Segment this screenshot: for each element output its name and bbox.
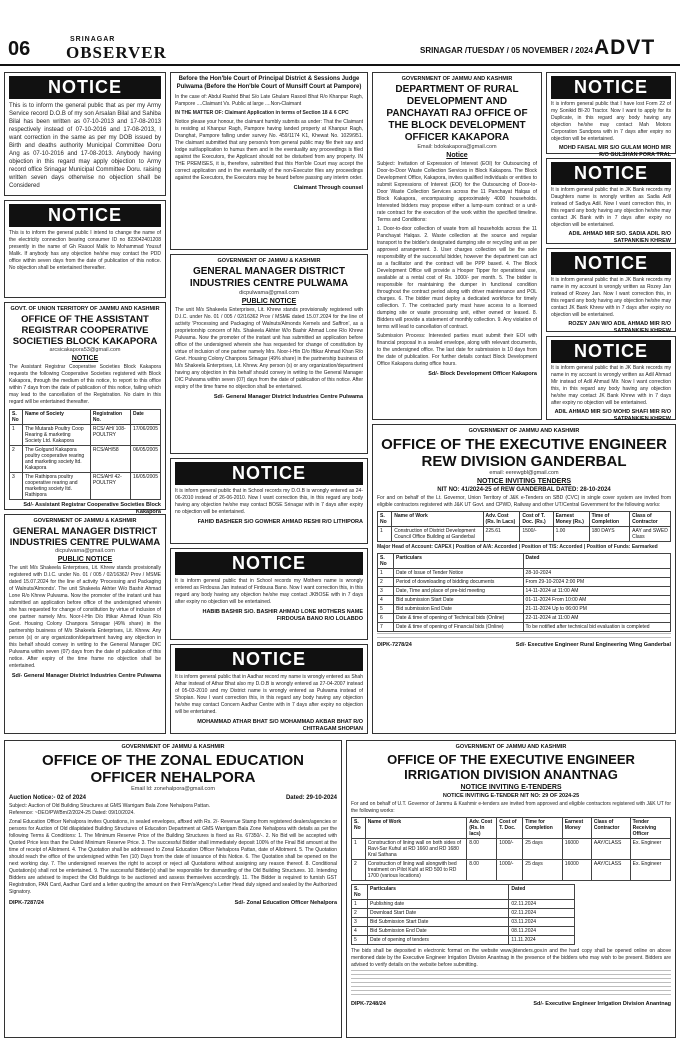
notice-text: This is to inform the general public that as per my Army Service record D.O.B of my son Arsalan Bilal and Sahiba Bilal has been written as 07-10-2013 and 17-08-2013 respectively instead of 07-10-2016 and 17-08-2013, I want correction in the same as per my DOB issued by Birth and deaths authority Municipal Committee Doru Ang as 07-10-2016 and 17-08-2013. Anybody having objection in this regard may apply objection to Army record office Srinagar Municipal Committee Doru. raising written seven days otherwise no objection shall be Considered xyxy=(9,103,161,189)
auction-reference: Reference: ~DEO/PW/Bm/2/2024-25 Dated: 09/10/2024. xyxy=(9,810,135,816)
office-email: dicpulwama@gmail.com xyxy=(239,290,299,296)
table-cell: Construction of District Development Council Office Building at Ganderbal xyxy=(392,527,483,542)
table-cell: 4 xyxy=(352,927,368,936)
col-header: Time for Completion xyxy=(523,818,563,839)
table-cell: 11.11.2024 xyxy=(509,936,575,945)
table-cell: RCS/ AH/ 108-POULTRY xyxy=(90,425,130,446)
signatory: ADIL AHMAD MIR S/O MOHD SHAFI MIR R/O SATPANKIEN KHREW xyxy=(554,409,671,422)
table-row xyxy=(10,425,161,446)
col-header: Tender Receiving Officer xyxy=(630,818,670,839)
col-header: Cost of T. Doc. (Rs.) xyxy=(520,512,553,527)
dates-table xyxy=(351,884,575,945)
table-cell: 1 xyxy=(378,569,394,578)
signatory: Sd/- Block Development Officer Kakapora xyxy=(428,371,537,377)
table-cell: 21-11-2024 Up to 06:00 PM xyxy=(523,605,670,614)
table-row xyxy=(10,473,161,500)
table-cell: 2 xyxy=(10,446,23,473)
table-cell: AAY/CLASS xyxy=(591,860,630,881)
table-cell: Bid submission Start Date xyxy=(394,596,524,605)
table-cell: RCS/AH/ 42-POULTRY xyxy=(90,473,130,500)
col-header: Particulars xyxy=(368,885,509,900)
table-cell: 2 xyxy=(352,909,368,918)
table-cell: 1.00 xyxy=(553,527,589,542)
col-header: S. No xyxy=(352,885,368,900)
court-name: Before the Hon'ble Court of Principal District & Sessions Judge Pulwama (Before the Hon'ble Court of Munsiff Court at Pampore) xyxy=(176,76,362,90)
signatory: Sd/- Assistant Registrar Cooperative Societies Block Kakapora xyxy=(23,502,161,515)
govt-header: GOVERNMENT OF JAMMU & KASHMIR xyxy=(121,744,225,750)
table-cell: Ex. Engineer xyxy=(630,860,670,881)
notice-text: The unit M/s Shakeela Enterprises, Lit. Khrew stands provisionally registered with D.I.C. under No. 01 / 005 / 02/16362 Prov / MSME dated 15.07.2024 for the line of activity 'Processing and Packaging of Walnuts/Almonds Kernels and Saffron', as a proprietorship concern of Ms. Shakeela Akhter W/o Bashir Ahmad Lone R/o Khrew Pulwama. Now the promoter of the instant unit has submitted an application before office of the undersigned wherein she has requested for change of constitution by virtue of inclusion of one partner namely Mrs. Noor-I-Hin D/o Iftikar Ahmad Khan R/o Govt. Housing Colony Chanpora Srinagar (49% share) in the partnership business of M/s Shakeela Enterprises, Lit. Khrew. Any person (s) or any organization/department having any objection in this behalf should convey in writing to the General Manager DIC Pulwama within seven (07) days from the date of publication of this notice. After expiry of the time frame no objection shall be entertained. xyxy=(175,307,363,390)
table-cell: Date & time of opening of Technical bids (Online) xyxy=(394,614,524,623)
table-cell: 1000/- xyxy=(497,839,523,860)
table-cell: AAY/CLASS xyxy=(591,839,630,860)
masthead-rule xyxy=(0,64,680,66)
col-header: Adv. Cost (Rs. In lacs) xyxy=(467,818,497,839)
notice-banner: NOTICE xyxy=(551,340,671,363)
notice-banner: NOTICE xyxy=(9,204,161,227)
notice-text: It is inform general public that in School records my D.O.B is wrongly entered as 24-06-2010 instead of 26-06-2010. Now I want correction this, in this regard any body having any objection he/she may contact BOSE Srinagar with in 7 days after expiry no objection will be entertained. xyxy=(175,488,363,515)
notice-text: This is to inform the general public I intend to change the name of the electricity connection bearing consumer ID no 823042401208 presently in the name of Gh Rasool Malik to Mohammad Yousuf Malik. If anybody has any objection he/she may contact the PDD office within seven days from the date of publication of this notice. No objection shall be entertained thereafter. xyxy=(9,230,161,271)
court-notice xyxy=(170,72,368,250)
office-title: GENERAL MANAGER DISTRICT INDUSTRIES CENTRE PULWAMA xyxy=(189,266,349,289)
ee-irrigation-anantnag-advert xyxy=(346,740,676,1038)
table-cell: Date of Issue of Tender Notice xyxy=(394,569,524,578)
table-cell: Bid Submission End Date xyxy=(368,927,509,936)
col-header: Adv. Cost (Rs. In Lacs) xyxy=(483,512,520,527)
signatory: Sd/- Zonal Education Officer Nehalpora xyxy=(234,900,337,906)
govt-header: GOVERNMENT OF JAMMU & KASHMIR xyxy=(217,258,321,264)
table-row xyxy=(378,587,671,596)
auction-number: Auction Notice:- 02 of 2024 xyxy=(9,795,87,801)
fine-print xyxy=(377,633,671,640)
notice-army-record xyxy=(4,72,166,196)
table-cell: 1 xyxy=(352,839,366,860)
table-row xyxy=(352,927,575,936)
fine-print xyxy=(351,970,671,998)
notice-banner: NOTICE xyxy=(175,552,363,575)
table-cell: 25 days xyxy=(523,839,563,860)
notice-text: The bids shall be deposited in electronic format on the website www.jktenders.gov.in and the hard copy shall be opened online on above mentioned date by the Executive Engineer Irrigation Division Anantnag in the presence of the bidders who may wish to be present. Bidders are advised to verify details on the website before submitting. xyxy=(351,948,671,968)
notice-electricity xyxy=(4,200,166,298)
notice-jkbank-adil xyxy=(546,336,676,420)
table-cell: To be notified after technical bid evaluation is completed xyxy=(523,623,670,632)
table-cell: The Mutarab Poultry Coop Rearing & marketing Society Ltd. Kakapora xyxy=(23,425,91,446)
col-header: S. No xyxy=(378,554,394,569)
notice-banner: NOTICE xyxy=(175,462,363,485)
table-cell: 3 xyxy=(378,587,394,596)
col-header: Name of Society xyxy=(23,410,91,425)
notice-jkbank-rozey xyxy=(546,248,676,332)
office-title: OFFICE OF THE EXECUTIVE ENGINEER REW DIVISION GANDERBAL xyxy=(381,436,667,470)
table-cell: 22-11-2024 at 11:00 AM xyxy=(523,614,670,623)
govt-header: GOVERNMENT OF JAMMU AND KASHMIR xyxy=(468,428,580,434)
page-number: 06 xyxy=(8,38,31,60)
table-row xyxy=(378,569,671,578)
terms-text: 1. Door-to-door collection of waste from all households across the 11 Panchayat Halqas. 2. Waste collection at the source and regular transport to the bidder's designated dumping site or recycling unit as per approved arrangement. 3. User charges collection will be the sole responsibility of the successful bidder, however the department can act as a facilitator and the contract will be PPP based. 4. The Block Development Office will provide a Hooper Tipper for operational use, available at a rental cost of Rs. 1000/- per month. 5. The bidder is responsible for maintaining the dumper in functional condition throughout the contract period along with driver maintenance and POL charges. 6. The bidder must deploy a dedicated workforce for timely collection. 7. The contracted party must have access to a licensed dumping site or waste processing unit, either owned or leased. 8. Bidders will provide a statement of monthly collection. 9. Any violation of terms will lead to cancellation of contract. xyxy=(377,226,537,330)
works-table xyxy=(377,511,671,542)
signatory: Sd/- General Manager District Industries Centre Pulwama xyxy=(11,673,161,679)
table-cell: 2 xyxy=(378,578,394,587)
notice-text: It is inform general public that in JK Bank records my Daughters name is wrongly written as Sadia Adil instead of Sadiya Adil. Now I want correction this, in this regard any body having any objection he/she may contact JK Bank with in 7 days after expiry no objection will be entertained. xyxy=(551,187,671,228)
table-cell: 28-10-2024 xyxy=(523,569,670,578)
govt-header: GOVT. OF UNION TERRITORY OF JAMMU AND KASHMIR xyxy=(10,306,160,312)
table-cell: 5 xyxy=(378,605,394,614)
case-caption: In the case of: Abdul Rashid Bhat S/o Late Ghulam Rasool Bhat R/o Khanpur Ragh, Pampore ....Claimant Vs. Public at large ....Non-Claimant xyxy=(175,94,363,107)
works-table xyxy=(351,817,671,881)
dipk-number: DIPK-7248/24 xyxy=(351,1001,386,1007)
table-cell: 02.11.2024 xyxy=(509,900,575,909)
table-row xyxy=(378,623,671,632)
table-cell: Bid submission End Date xyxy=(394,605,524,614)
notice-aadhar xyxy=(170,644,368,734)
col-header: Date xyxy=(130,410,160,425)
table-cell: 02.11.2024 xyxy=(509,909,575,918)
table-cell: AAY and SWED Class xyxy=(630,527,671,542)
col-header: Earnest Money (Rs.) xyxy=(553,512,589,527)
notice-heading: PUBLIC NOTICE xyxy=(57,556,113,563)
auction-date: Dated: 29-10-2024 xyxy=(285,795,337,801)
notice-text: It is inform general public that in JK Bank records my name in my account is wrongly written as Rozey Jan instead of Rozey Jan. Now I want correction this, in this regard any body having any objection he/she may contact JK Bank Khrew with in 7 days after expiry no objection will be entertained. xyxy=(551,277,671,318)
table-cell: 4 xyxy=(378,596,394,605)
table-cell: 16000 xyxy=(562,860,591,881)
signatory: FAHID BASHEER S/O GOWHER AHMAD RESHI R/O LITHIPORA xyxy=(197,519,363,525)
notice-intro: For and on behalf of the Lt. Governor, Union Territory of J&K e-Tenders on SBD (CVC) in single cover system are invited from eligible contractors registered with J&K UT Govt. and CPWD, Railway and other UT/Central Government for the following works: xyxy=(377,495,671,508)
table-cell: 16/05/2005 xyxy=(130,473,160,500)
table-cell: Ex. Engineer xyxy=(630,839,670,860)
govt-header: GOVERNMENT OF JAMMU AND KASHMIR xyxy=(401,76,513,82)
notice-text: It is inform general public that I have lost Form 22 of my Sonikid BI-20 Tractor. Now I want to apply for its Duplicate, in this regard any body having any objection he/she may contact Mah Motors Corporation Sundpora with in 7 days after expiry no objection will be entertained. xyxy=(551,101,671,142)
table-row xyxy=(378,527,671,542)
notice-heading: PUBLIC NOTICE xyxy=(241,298,297,305)
notice-banner: NOTICE xyxy=(551,76,671,99)
signatory: ROZEY JAN W/O ADIL AHMAD MIR R/O SATPANKIEN KHREW xyxy=(568,321,671,334)
notice-daughters-name xyxy=(546,158,676,244)
logo-subtitle: SRINAGAR xyxy=(70,36,116,43)
table-cell: 08.11.2024 xyxy=(509,927,575,936)
col-header: Name of Work xyxy=(365,818,467,839)
table-cell: 8.00 xyxy=(467,860,497,881)
dateline: SRINAGAR /TUESDAY / 05 NOVEMBER / 2024 xyxy=(420,46,593,55)
table-row xyxy=(10,446,161,473)
table-cell: 17/06/2005 xyxy=(130,425,160,446)
signatory: Claimant Through counsel xyxy=(293,185,363,191)
notice-banner: NOTICE xyxy=(551,252,671,275)
table-cell: Bid Submission Start Date xyxy=(368,918,509,927)
notice-heading: NOTICE INVITING E-TENDERS xyxy=(460,784,562,791)
col-header: Time of Completion xyxy=(589,512,630,527)
table-header-row xyxy=(352,818,671,839)
table-cell: 06/05/2005 xyxy=(130,446,160,473)
table-cell: 1 xyxy=(352,900,368,909)
table-cell: Construction of lining wall alongwith bed treatment on Pilot Kuhl at RD 500 to RD 1700 (various locations) xyxy=(365,860,467,881)
table-cell: From 29-10-2024 2:00 PM xyxy=(523,578,670,587)
col-header: Name of Work xyxy=(392,512,483,527)
notice-school-dob xyxy=(170,458,368,544)
office-email: email: eerewgbl@gmail.com xyxy=(489,470,559,476)
office-title: OFFICE OF THE ZONAL EDUCATION OFFICER NEHALPORA xyxy=(42,752,304,786)
dipk-number: DIPK-7278/24 xyxy=(377,642,412,648)
table-row xyxy=(352,909,575,918)
notice-banner: NOTICE xyxy=(551,162,671,185)
office-email: arcsicakapora53@gmail.com xyxy=(49,347,121,353)
table-cell: The Golgund Kakapora poultry cooperative rearing and marketing society ltd. Kakapora xyxy=(23,446,91,473)
notice-text: The Assistant Registrar Cooperative Societies Block Kakapora requests the following Cooperative Societies registered with Block Kakapora, through the medium of this notice, to report to this office within 7 days from the date of publication of this notice, failing which may lead to the cancellation of the Registration. No claim in this regard will be entertained thereafter. xyxy=(9,364,161,405)
signatory: MOHAMMAD ATHAR BHAT S/O MOHAMMAD AKBAR BHAT R/O CHITRAGAM SHOPIAN xyxy=(197,719,363,732)
notice-intro: For and on behalf of U.T. Governor of Jammu & Kashmir e-tenders are invited from approved and eligible contractors registered with J&K UT for the following works: xyxy=(351,801,671,814)
signatory: Sd/- Executive Engineer Irrigation Division Anantnag xyxy=(533,1001,671,1007)
col-header: Dated xyxy=(509,885,575,900)
table-cell: 1 xyxy=(10,425,23,446)
submission-text: Submission Process: Interested parties must submit their EOI with financial proposal in a sealed envelope, along with relevant documents, to the undersigned office. The last date for submission is 10 days from the date of publication. For further details contact Block Development Office Kakapora during office hours. xyxy=(377,333,537,367)
notice-text: The unit M/s Shakeela Enterprises, Lit. Khrew stands provisionally registered with D.I.C. under No. 01 / 005 / 02/16362/ Prov / MSME dated 15.07.2024 for the line of activity 'Processing and Packaging of Walnuts/Almonds'. The unit Shakeela Akhter W/o Bashir Ahmad Lone R/o Khrew Pulwama. Now the promoter of the instant unit has submitted an application before office of the undersigned wherein she has requested for change of constitution by virtue of inclusion of one partner namely Mrs. Noor-I-Hin D/o Iftikar Ahmad Khan R/o Govt. Housing Colony Chanpora Srinagar (49% share) in the partnership business of M/s Shakeela Enterprises, Lit. Khrew. Any person (s) or any organization/department having any objection in this behalf should convey in writing to the General Manager DIC Pulwama within seven (07) days from the date of publication of this notice. After expiry of the time frame no objection shall be entertained. xyxy=(9,565,161,669)
notice-banner: NOTICE xyxy=(175,648,363,671)
table-cell: Construction of lining wall on both sides of Ravi-Sar Kuhul at RD 1660 and RD 1680 Kral Sathana xyxy=(365,839,467,860)
table-row xyxy=(352,918,575,927)
case-matter: IN THE MATTER OF: Claimant Application in terms of Section 18 & 6 CPC xyxy=(175,110,349,116)
funds-info: Major Head of Account: CAPEX | Position of A/A: Accorded | Position of T/S: Accorded | Position of Funds: Earmarked xyxy=(377,544,658,550)
table-cell: 3 xyxy=(352,918,368,927)
col-header: Earnest Money xyxy=(562,818,591,839)
table-cell: Download Start Date xyxy=(368,909,509,918)
col-header: Class of Contractor xyxy=(591,818,630,839)
notice-mothers-name xyxy=(170,548,368,640)
notice-text: Subject: Invitation of Expression of Interest (EOI) for Outsourcing of Door-to-Door Waste Collection Services in Block Kakapora. The Block Development Office, Kakapora, invites qualified individuals or entities to submit Expressions of Interest (EOI) for the Outsourcing of Door-to-Door Waste Collection Services across the 11 Panchayat Halqas of Block Kakapora, encompassing approximately 4000 households. Interested bidders may propose either a lump-sum contract or a unit-rate contract for the execution of the work within the specified timeline. Terms and Conditions: xyxy=(377,161,537,223)
dic-pulwama-advert-1 xyxy=(4,514,166,734)
office-email: dicpulwama@gmail.com xyxy=(55,548,115,554)
col-header: Cost of T. Doc. xyxy=(497,818,523,839)
table-cell: 225.61 xyxy=(483,527,520,542)
table-cell: 1 xyxy=(378,527,392,542)
dipk-number: DIPK-7287/24 xyxy=(9,900,44,906)
table-cell: Date of opening of tenders xyxy=(368,936,509,945)
table-cell: 1500/- xyxy=(520,527,553,542)
table-cell: 14-11-2024 at 11:00 AM xyxy=(523,587,670,596)
nit-number: NIT NO: 41/2024-25 of REW GANDERBAL DATED: 28-10-2024 xyxy=(437,487,611,493)
table-row xyxy=(352,900,575,909)
notice-text: Notice please your honour, the claimant humbly submits as under: That the Claimant is residing at Khanpur Ragh, Pampore having landed property at Khanpur Ragh, Dranghat, Pampore falling under survey No. 459/1174 K1, Khewat No. 1029/951. The claimant submitted that any person/s from general public may file their say and lodge suit/application to humus them and in the eventuality any proceedings is filed against the Executors, the Applicant should not be disturbed from any property. IN THE PREMISES, it is, therefore, submitted that this Hon'ble Court may accept the correct application and in the eventuality of the non-Executor files any proceedings against the Executors, the Executors may be heard before passing any interim order. xyxy=(175,119,363,181)
col-header: Class of Contractor xyxy=(630,512,671,527)
signatory: ADIL AHMAD MIR S/O. SADIA ADIL R/O SATPANKIEN KHREW xyxy=(568,231,671,244)
society-table xyxy=(9,409,161,500)
notice-heading: NOTICE INVITING TENDERS xyxy=(476,478,572,485)
newspaper-logo: OBSERVER xyxy=(66,43,167,62)
table-row xyxy=(378,614,671,623)
notice-text: It is inform general public that in Aadhar record my name is wrongly entered as Shah Athar instead of Athar Bhat also my D.O.B is wrongly entered as 27-04-2007 instead of 05-03-2010 and my District name is wrongly entered as Pulwama instead of Shopian. Now I want correction this, in this regard any body having any objection he/she may contact Concern Aadhar Centre with in 7 days after expiry no objection will be entertained. xyxy=(175,674,363,715)
notice-form22 xyxy=(546,72,676,158)
table-row xyxy=(378,605,671,614)
table-header-row xyxy=(378,554,671,569)
table-cell: 25 days xyxy=(523,860,563,881)
table-cell: 2 xyxy=(352,860,366,881)
col-header: Dated xyxy=(523,554,670,569)
signatory: Sd/- Executive Engineer Rural Engineering Wing Ganderbal xyxy=(515,642,671,648)
dates-table xyxy=(377,553,671,632)
auction-subject: Subject: Auction of Old Building Structures at GMS Warrigam Bala Zone Nehalpora Pattan. xyxy=(9,803,211,809)
col-header: S. No xyxy=(352,818,366,839)
nit-number: NOTICE INVITING E-TENDER NIT NO: 29 OF 2024-25 xyxy=(442,793,580,799)
auction-text: Zonal Education Officer Nehalpora invites Quotations, in sealed envelopes, affixed with Rs. 2/- Revenue Stamp from registered dealers/agencies or persons for Auction of Old dilapidated Building Structures of Education Department at GMS Warrigam Bala Zone Nehalpora with details as per the following Terms & Conditions: 1. The Minimum Reserve Price of the Building Structures is fixed as Rs. 67350/-. 2. No Bid will be accepted with Quoted Price less than the Dated Minimum Reserve Price. 3. The successful Bidder shall immediately deposit 100% of the Final Bid amount at the time of receipt of Allotment. 4. The Quotation shall be addressed to Zonal Education Officer Nehalpora Pattan, date of Allotment. 5. The Quotation should reach the office of the undersigned within Ten (10) Days from the date of issuance of this Notice. 6. The Quotation shall be opened on the next working day. 7. The undersigned reserves the right to accept or reject all Quotations without assigning any reason thereof. 8. Conditional Quotation(s) shall not be entertained. 9. The successful Bidder(s) shall be responsible for dismantling of the Old Building Structures. 10. Intending Bidders are advised to inspect the Old Buildings to be auctioned and assess themselves accordingly. 11. The Bidder is required to furnish GST Registration, PAN Card, Aadhar Card and a letter quoting the amount on their Firm's/Agency's Letter Head duly signed and sealed by the Authorized Signatory. xyxy=(9,819,337,895)
arcs-kakapora-advert xyxy=(4,302,166,515)
table-row xyxy=(378,596,671,605)
table-cell: 7 xyxy=(378,623,394,632)
table-cell: 3 xyxy=(10,473,23,500)
office-title: GENERAL MANAGER DISTRICT INDUSTRIES CENTRE PULWAMA xyxy=(9,526,161,548)
table-cell: 5 xyxy=(352,936,368,945)
table-cell: 16000 xyxy=(562,839,591,860)
notice-heading: Notice xyxy=(446,152,468,159)
table-cell: Period of downloading of bidding documents xyxy=(394,578,524,587)
table-header-row xyxy=(10,410,161,425)
table-cell: Publishing date xyxy=(368,900,509,909)
signatory: Sd/- General Manager District Industries Centre Pulwama xyxy=(213,394,363,400)
office-email: Email Id: zonehalpora@gmail.com xyxy=(131,786,215,792)
table-cell: 6 xyxy=(378,614,394,623)
dic-pulwama-advert-2 xyxy=(170,254,368,454)
col-header: Particulars xyxy=(394,554,524,569)
office-title: OFFICE OF THE ASSISTANT REGISTRAR COOPERATIVE SOCIETIES BLOCK KAKAPORA xyxy=(12,314,158,347)
table-cell: 180 DAYS xyxy=(589,527,630,542)
table-cell: 8.00 xyxy=(467,839,497,860)
ee-rew-ganderbal-advert xyxy=(372,424,676,734)
table-cell: 1000/- xyxy=(497,860,523,881)
notice-text: It is inform general public that in JK Bank records my name in my account is wrongly written as Adil Ahmad Mir instead of Adil Ahmad Mir. Now I want correction this, in this regard any body having any objection he/she may contact JK Bank Khrew with in 7 days after expiry no objection will be entertained. xyxy=(551,365,671,406)
table-cell: 03.11.2024 xyxy=(509,918,575,927)
signatory: HABIB BASHIR S/O. BASHIR AHMAD LONE MOTHERS NAME FIRDOUSA BANO R/O LOLABDO xyxy=(202,609,363,622)
table-cell: The Rathipora poultry cooperative rearing and marketing society ltd. Rathipora xyxy=(23,473,91,500)
table-cell: 01-11-2024 From 10:00 AM xyxy=(523,596,670,605)
section-label: ADVT xyxy=(594,36,656,59)
notice-heading: NOTICE xyxy=(71,355,99,362)
office-title: OFFICE OF THE EXECUTIVE ENGINEER IRRIGATION DIVISION ANANTNAG xyxy=(387,752,635,782)
signatory: MOHD FAISAL MIR S/O GULAM MOHD MIR R/O GULSHAN PORA TRAL xyxy=(558,145,671,158)
col-header: S. No xyxy=(10,410,23,425)
zeo-nehalpora-advert xyxy=(4,740,342,1038)
masthead xyxy=(0,0,680,64)
office-email: Email: bdokakapora@gmail.com xyxy=(417,144,497,150)
notice-text: It is inform general public that in School records my Mothers name is wrongly entered as Firdousa Jan instead of Firdousa Bano. Now I want correction this, in this regard any body having any objection he/she may contact JKBOSE with in 7 days after expiry no objection will be entertained. xyxy=(175,578,363,605)
table-row xyxy=(378,578,671,587)
bdo-kakapora-advert xyxy=(372,72,542,420)
govt-header: GOVERNMENT OF JAMMU & KASHMIR xyxy=(33,518,137,524)
table-cell: Date & time of opening of Financial bids (Online) xyxy=(394,623,524,632)
notice-banner: NOTICE xyxy=(9,76,161,99)
table-cell: Date, Time and place of pre-bid meeting xyxy=(394,587,524,596)
table-row xyxy=(352,860,671,881)
table-header-row xyxy=(352,885,575,900)
govt-header: GOVERNMENT OF JAMMU AND KASHMIR xyxy=(455,744,567,750)
col-header: S. No xyxy=(378,512,392,527)
table-header-row xyxy=(378,512,671,527)
office-title: DEPARTMENT OF RURAL DEVELOPMENT AND PANCHAYATI RAJ OFFICE OF THE BLOCK DEVELOPMENT OFFICER KAKAPORA xyxy=(386,84,528,143)
table-cell: RCS/AH/58 xyxy=(90,446,130,473)
col-header: Registration No. xyxy=(90,410,130,425)
table-row xyxy=(352,839,671,860)
table-row xyxy=(352,936,575,945)
